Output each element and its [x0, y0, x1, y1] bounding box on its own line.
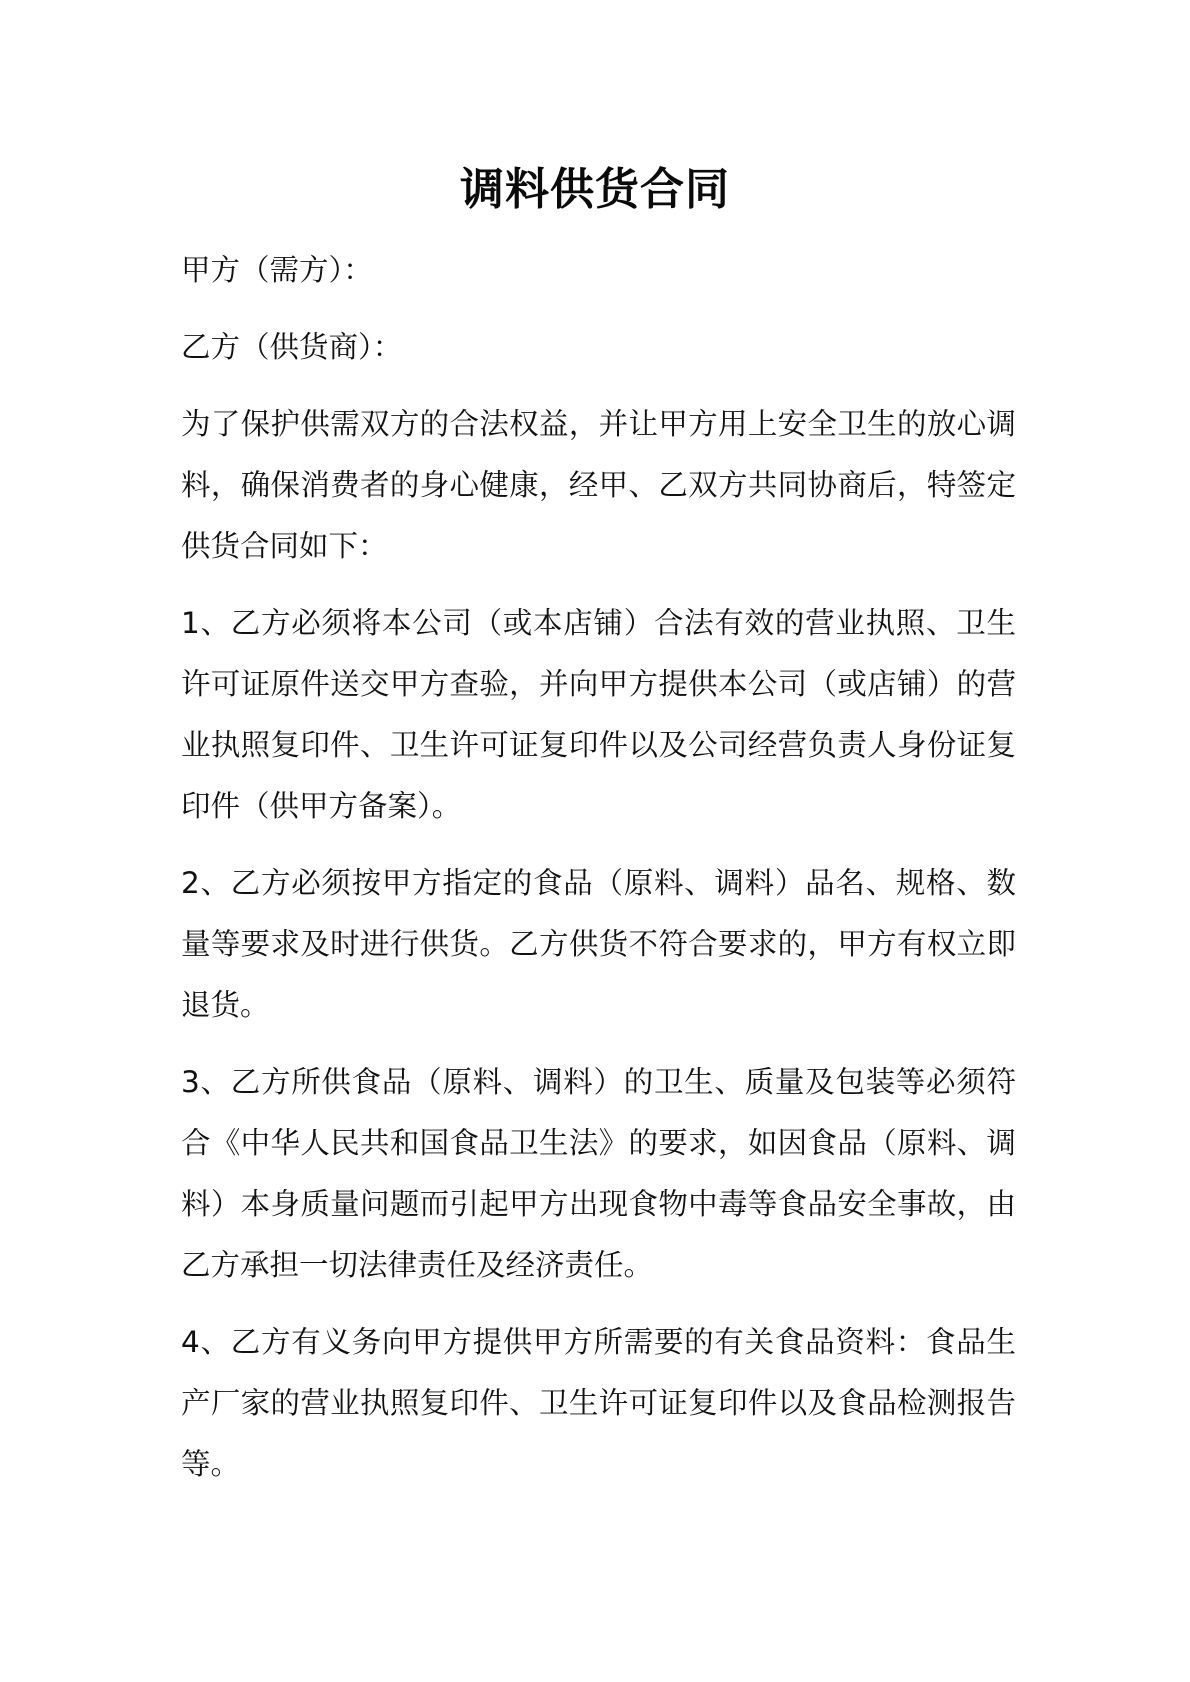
clause-1: 1、乙方必须将本公司（或本店铺）合法有效的营业执照、卫生许可证原件送交甲方查验，并向甲方提供本公司（或店铺）的营业执照复印件、卫生许可证复印件以及公司经营负责人身份证复印件（供甲方备案）。 [181, 606, 1016, 823]
document-body [181, 240, 1016, 1511]
party-a-label: 甲方（需方）： [181, 253, 373, 287]
clause-3: 3、乙方所供食品（原料、调料）的卫生、质量及包装等必须符合《中华人民共和国食品卫生法》的要求，如因食品（原料、调料）本身质量问题而引起甲方出现食物中毒等食品安全事故，由乙方承担一切法律责任及经济责任。 [181, 1065, 1016, 1282]
party-b-label: 乙方（供货商）： [181, 330, 403, 364]
document-title: 调料供货合同 [460, 164, 730, 215]
preamble-paragraph: 为了保护供需双方的合法权益，并让甲方用上安全卫生的放心调料，确保消费者的身心健康，经甲、乙双方共同协商后，特签定供货合同如下： [181, 407, 1016, 563]
clause-2: 2、乙方必须按甲方指定的食品（原料、调料）品名、规格、数量等要求及时进行供货。乙方供货不符合要求的，甲方有权立即退货。 [181, 866, 1016, 1022]
clause-4: 4、乙方有义务向甲方提供甲方所需要的有关食品资料：食品生产厂家的营业执照复印件、卫生许可证复印件以及食品检测报告等。 [181, 1325, 1016, 1481]
